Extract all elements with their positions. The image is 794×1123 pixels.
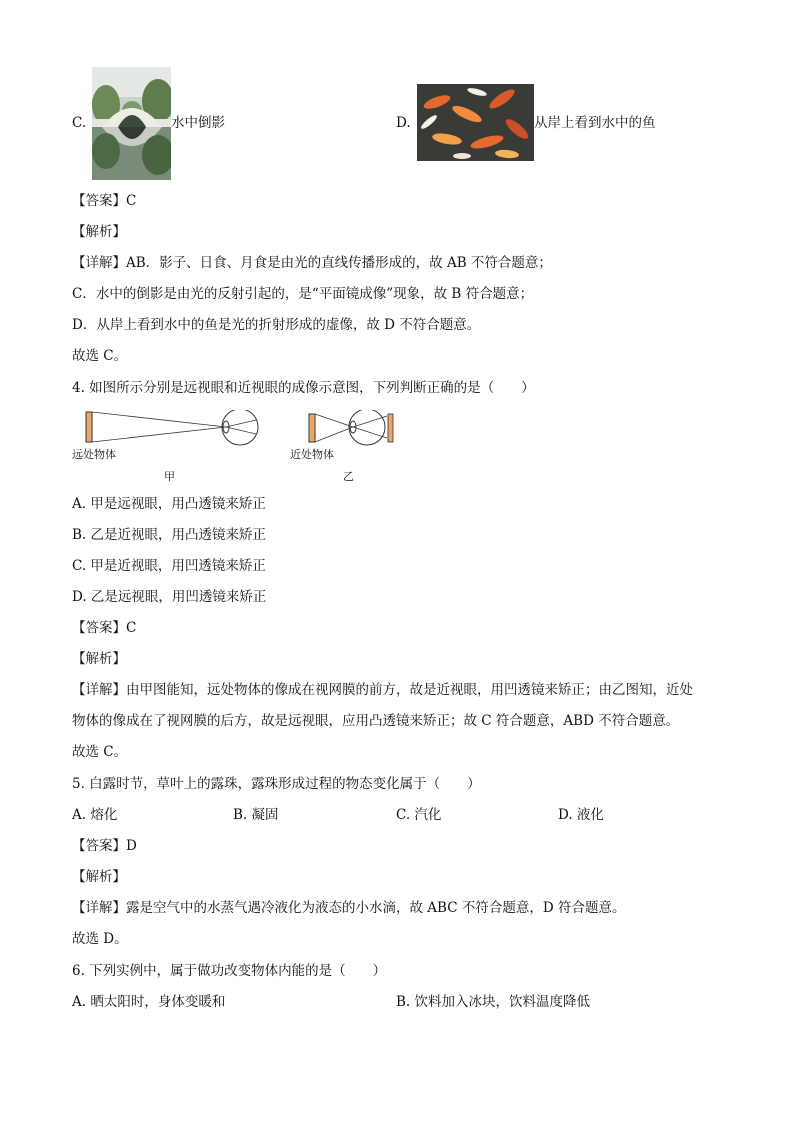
- q3-detail-2: C．水中的倒影是由光的反射引起的，是“平面镜成像”现象，故 B 符合题意；: [72, 286, 534, 302]
- q4-option-a: A. 甲是远视眼，用凸透镜来矫正: [72, 496, 266, 512]
- q5-option-b: B. 凝固: [233, 807, 279, 823]
- diagram-jia-object-label: 远处物体: [72, 448, 116, 461]
- q4-option-b: B. 乙是近视眼，用凸透镜来矫正: [72, 527, 267, 543]
- q4-option-d: D. 乙是远视眼，用凹透镜来矫正: [72, 589, 267, 605]
- diagram-yi-object-label: 近处物体: [290, 448, 334, 461]
- q3-analysis-heading: 【解析】: [72, 224, 126, 240]
- q3-detail-1: 【详解】AB．影子、日食、月食是由光的直线传播形成的，故 AB 不符合题意；: [72, 255, 552, 271]
- fish-in-water-photo: [417, 84, 534, 161]
- near-sighted-diagram-yi: [305, 410, 405, 448]
- q5-conclusion: 故选 D。: [72, 931, 128, 947]
- far-sighted-diagram-jia: [80, 410, 270, 448]
- q5-analysis-heading: 【解析】: [72, 869, 126, 885]
- q3-answer: 【答案】C: [72, 193, 137, 209]
- q3-detail-3: D．从岸上看到水中的鱼是光的折射形成的虚像，故 D 不符合题意。: [72, 317, 481, 333]
- q3-conclusion: 故选 C。: [72, 348, 128, 364]
- option-d-caption: 从岸上看到水中的鱼: [534, 115, 656, 131]
- q5-option-a: A. 熔化: [72, 807, 118, 823]
- q4-conclusion: 故选 C。: [72, 744, 128, 760]
- q6-option-a: A. 晒太阳时，身体变暖和: [72, 994, 226, 1010]
- diagram-yi-name: 乙: [343, 470, 354, 483]
- q4-option-c: C. 甲是近视眼，用凹透镜来矫正: [72, 558, 266, 574]
- q5-option-d: D. 液化: [558, 807, 604, 823]
- q5-option-c: C. 汽化: [396, 807, 442, 823]
- q5-answer: 【答案】D: [72, 838, 137, 854]
- q4-detail-1: 【详解】由甲图能知，远处物体的像成在视网膜的前方，故是近视眼，用凹透镜来矫正；由乙图知，近处: [72, 682, 693, 698]
- bridge-reflection-photo: [92, 67, 171, 180]
- q6-option-b: B. 饮料加入冰块，饮料温度降低: [396, 994, 591, 1010]
- q4-analysis-heading: 【解析】: [72, 651, 126, 667]
- diagram-jia-name: 甲: [164, 470, 175, 483]
- option-d-letter: D.: [396, 115, 411, 131]
- q5-stem: 5. 白露时节，草叶上的露珠，露珠形成过程的物态变化属于（ ）: [72, 776, 481, 792]
- q4-detail-2: 物体的像成在了视网膜的后方，故是远视眼，应用凸透镜来矫正；故 C 符合题意，ABD 不符合题意。: [72, 713, 680, 729]
- q5-detail-1: 【详解】露是空气中的水蒸气遇冷液化为液态的小水滴，故 ABC 不符合题意，D 符合题意。: [72, 900, 626, 916]
- q4-stem: 4. 如图所示分别是远视眼和近视眼的成像示意图，下列判断正确的是（ ）: [72, 380, 535, 396]
- option-c-letter: C.: [72, 115, 87, 131]
- option-c-caption: 水中倒影: [171, 115, 225, 131]
- q6-stem: 6. 下列实例中，属于做功改变物体内能的是（ ）: [72, 963, 387, 979]
- q4-answer: 【答案】C: [72, 620, 137, 636]
